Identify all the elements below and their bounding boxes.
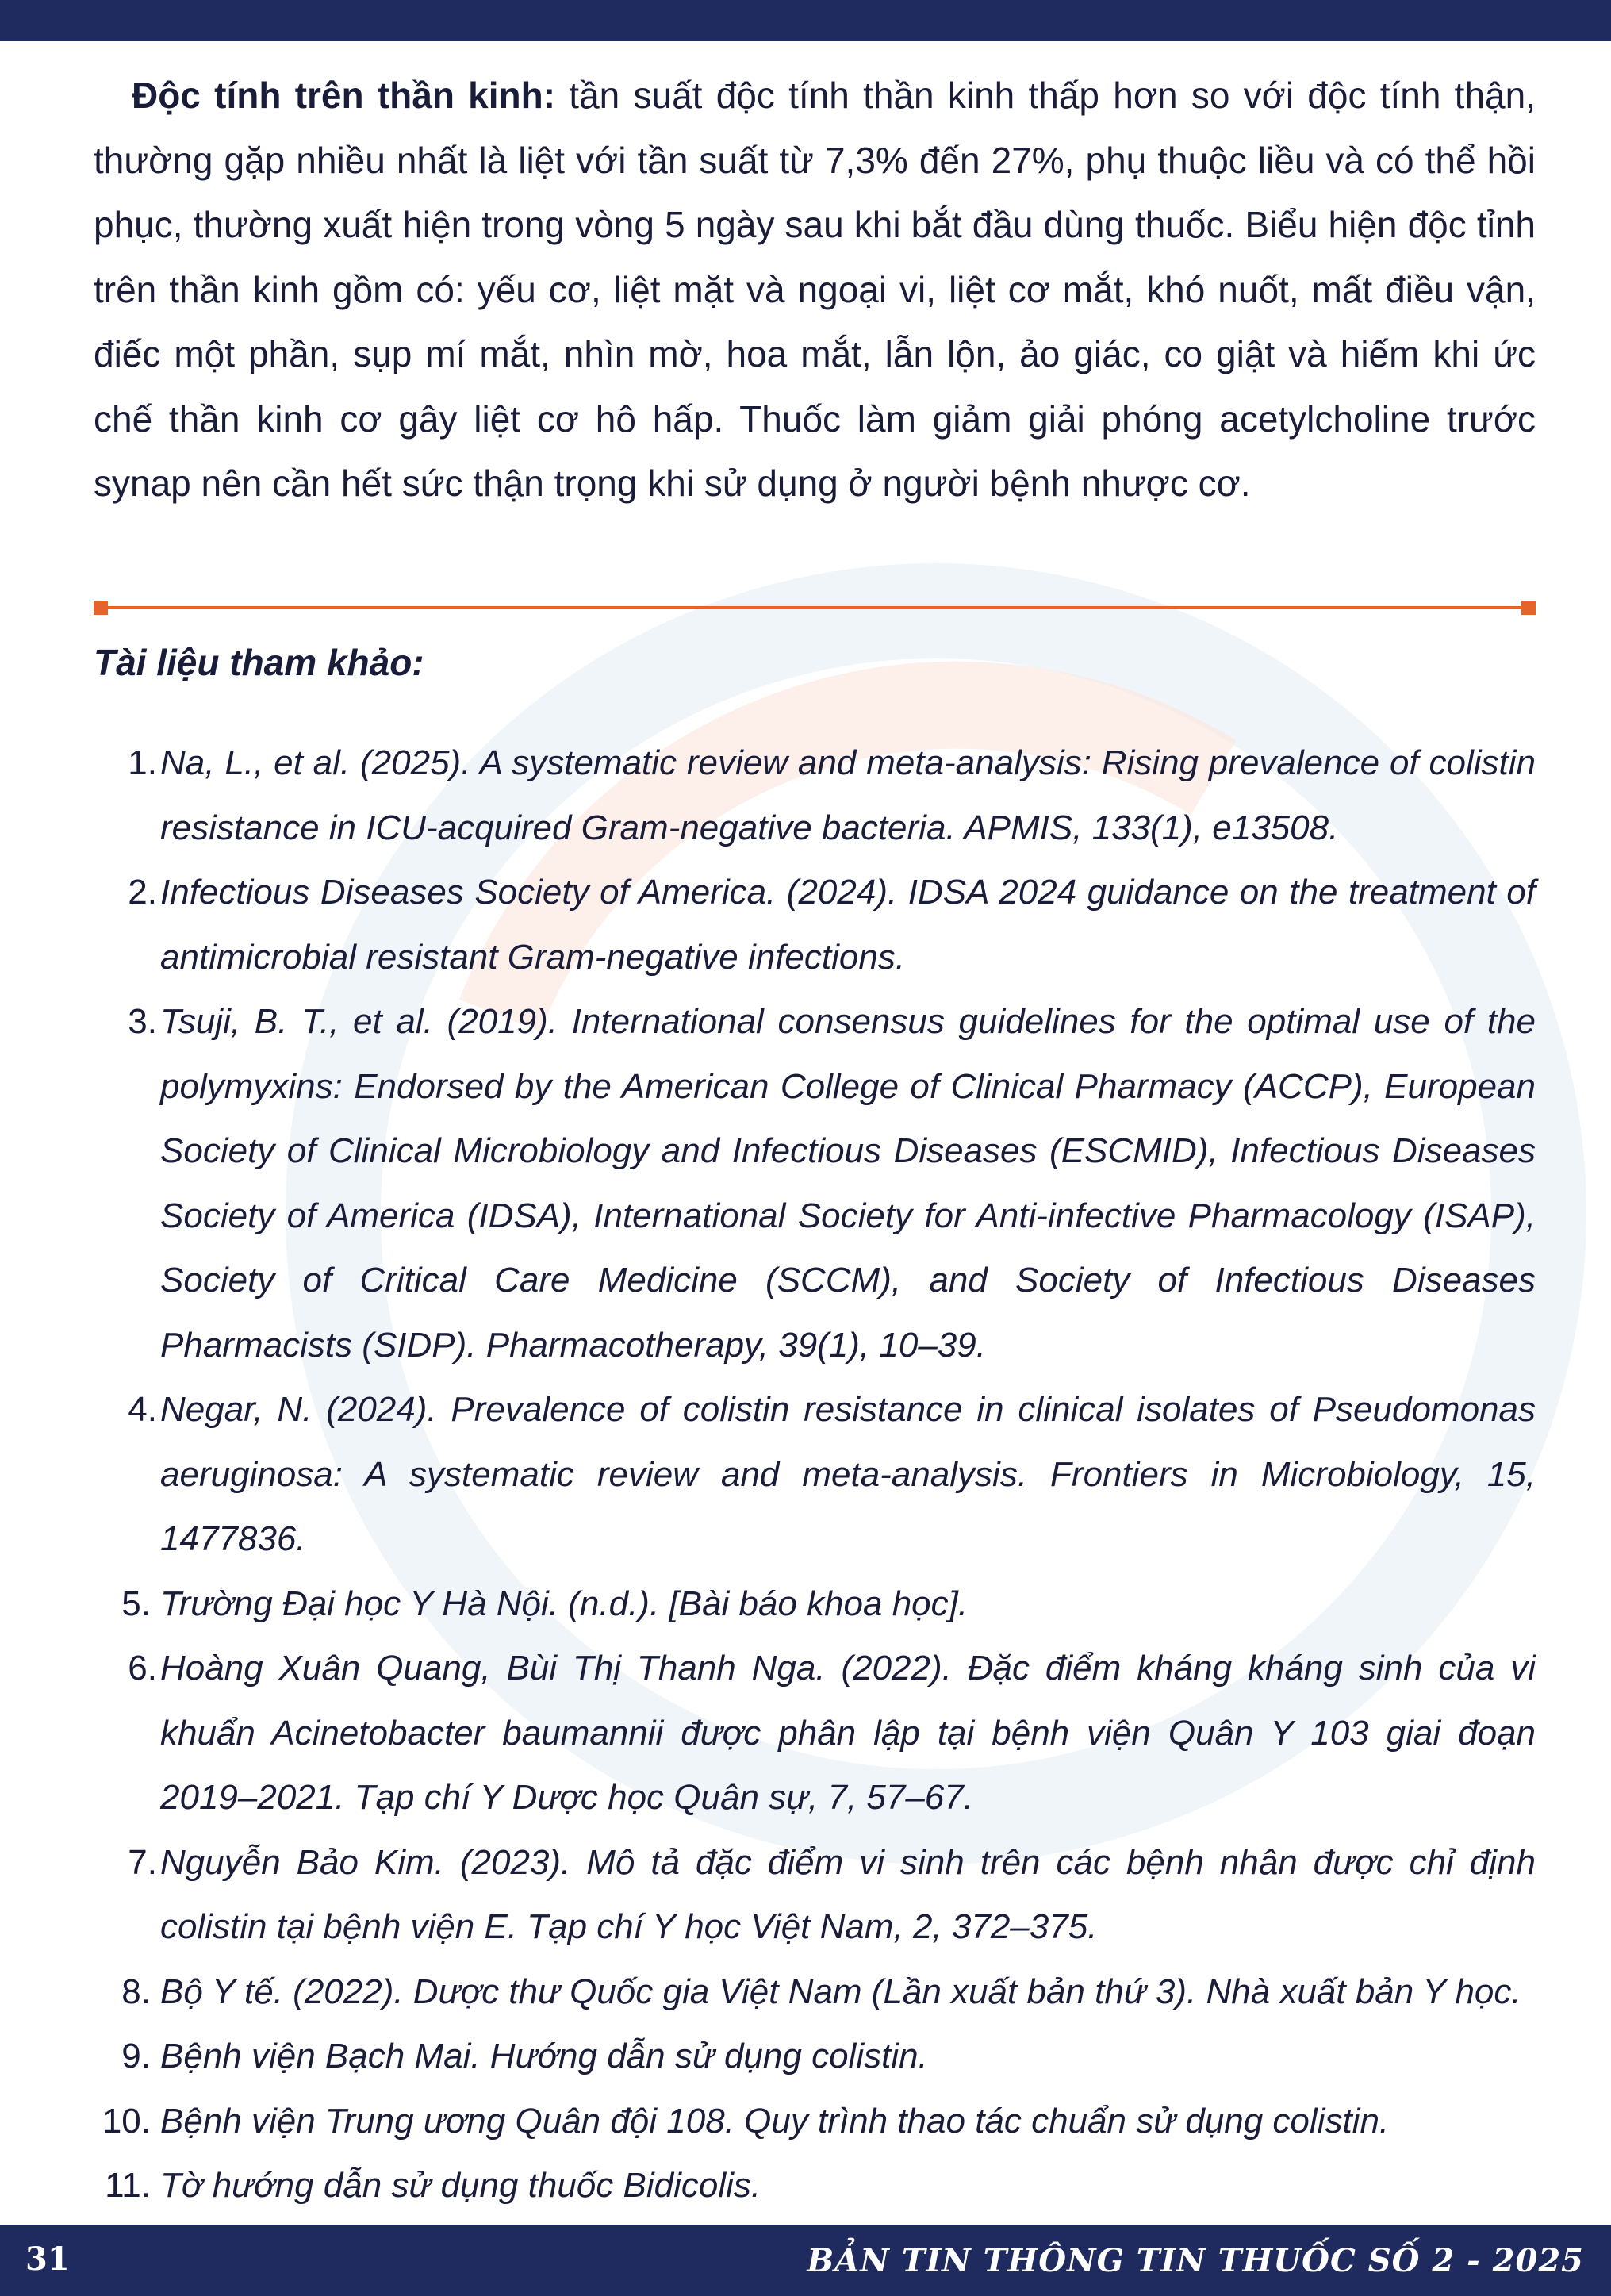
reference-text: Negar, N. (2024). Prevalence of colistin resistance in clinical isolates of Pseudomonas aeruginosa: A systematic review and meta-analysis. Frontiers in Microbiology, 15, 1477836.	[160, 1390, 1536, 1558]
reference-text: Bộ Y tế. (2022). Dược thư Quốc gia Việt Nam (Lần xuất bản thứ 3). Nhà xuất bản Y học.	[160, 1972, 1521, 2011]
reference-number: 9.	[121, 2037, 151, 2075]
reference-item	[87, 1377, 1536, 1572]
reference-number: 11.	[105, 2166, 151, 2205]
reference-text: Bệnh viện Trung ương Quân đội 108. Quy trình thao tác chuẩn sử dụng colistin.	[160, 2101, 1390, 2141]
references-list	[87, 731, 1536, 2218]
page-number: 31	[25, 2240, 70, 2278]
paragraph-heading: Độc tính trên thần kinh:	[132, 75, 556, 116]
reference-text: Bệnh viện Bạch Mai. Hướng dẫn sử dụng colistin.	[160, 2037, 928, 2075]
paragraph-text: tần suất độc tính thần kinh thấp hơn so với độc tính thận, thường gặp nhiều nhất là liệt với tần suất từ 7,3% đến 27%, phụ thuộc liều và có thể hồi phục, thường xuất hiện trong vòng 5 ngày sau khi bắt đầu dùng thuốc. Biểu hiện độc tỉnh trên thần kinh gồm có: yếu cơ, liệt mặt và ngoại vi, liệt cơ mắt, khó nuốt, mất điều vận, điếc một phần, sụp mí mắt, nhìn mờ, hoa mắt, lẫn lộn, ảo giác, co giật và hiếm khi ức chế thần kinh cơ gây liệt cơ hô hấp. Thuốc làm giảm giải phóng acetylcholine trước synap nên cần hết sức thận trọng khi sử dụng ở người bệnh nhược cơ.	[94, 75, 1536, 504]
reference-item	[87, 989, 1536, 1377]
reference-text: Infectious Diseases Society of America. (2024). IDSA 2024 guidance on the treatment of antimicrobial resistant Gram-negative infections.	[160, 873, 1536, 977]
footer-bar	[0, 2225, 1611, 2296]
reference-number: 10.	[102, 2101, 151, 2141]
reference-item	[87, 1960, 1536, 2025]
reference-item	[87, 2089, 1536, 2154]
reference-text: Hoàng Xuân Quang, Bùi Thị Thanh Nga. (2022). Đặc điểm kháng kháng sinh của vi khuẩn Acinetobacter baumannii được phân lập tại bệnh viện Quân Y 103 giai đoạn 2019–2021. Tạp chí Y Dược học Quân sự, 7, 57–67.	[160, 1649, 1536, 1817]
reference-text: Trường Đại học Y Hà Nội. (n.d.). [Bài báo khoa học].	[160, 1584, 969, 1623]
top-header-bar	[0, 0, 1611, 41]
reference-item	[87, 2024, 1536, 2089]
reference-text: Tsuji, B. T., et al. (2019). International consensus guidelines for the optimal use of the polymyxins: Endorsed by the American College of Clinical Pharmacy (ACCP), European Society of Clinical Microbiology and Infectious Diseases (ESCMID), Infectious Diseases Society of America (IDSA), International Society for Anti-infective Pharmacology (ISAP), Society of Critical Care Medicine (SCCM), and Society of Infectious Diseases Pharmacists (SIDP). Pharmacotherapy, 39(1), 10–39.	[160, 1002, 1536, 1365]
reference-number: 4.	[128, 1390, 157, 1429]
reference-number: 1.	[128, 743, 157, 782]
neurotoxicity-paragraph	[94, 63, 1536, 516]
reference-number: 8.	[121, 1972, 151, 2011]
bulletin-title: BẢN TIN THÔNG TIN THUỐC SỐ 2 - 2025	[807, 2242, 1584, 2279]
reference-number: 2.	[128, 873, 157, 912]
reference-number: 3.	[128, 1002, 157, 1041]
reference-text: Tờ hướng dẫn sử dụng thuốc Bidicolis.	[160, 2166, 761, 2205]
reference-item	[87, 1572, 1536, 1637]
section-divider	[94, 597, 1536, 616]
reference-item	[87, 2153, 1536, 2218]
reference-item	[87, 731, 1536, 860]
reference-item	[87, 1830, 1536, 1960]
references-title: Tài liệu tham khảo:	[94, 642, 424, 683]
reference-number: 7.	[128, 1842, 157, 1882]
reference-number: 6.	[128, 1649, 157, 1687]
reference-number: 5.	[121, 1584, 151, 1623]
reference-text: Na, L., et al. (2025). A systematic review and meta-analysis: Rising prevalence of colistin resistance in ICU-acquired Gram-negative bacteria. APMIS, 133(1), e13508.	[160, 743, 1536, 847]
reference-item	[87, 860, 1536, 989]
reference-text: Nguyễn Bảo Kim. (2023). Mô tả đặc điểm vi sinh trên các bệnh nhân được chỉ định colistin tại bệnh viện E. Tạp chí Y học Việt Nam, 2, 372–375.	[160, 1842, 1536, 1946]
reference-item	[87, 1636, 1536, 1830]
